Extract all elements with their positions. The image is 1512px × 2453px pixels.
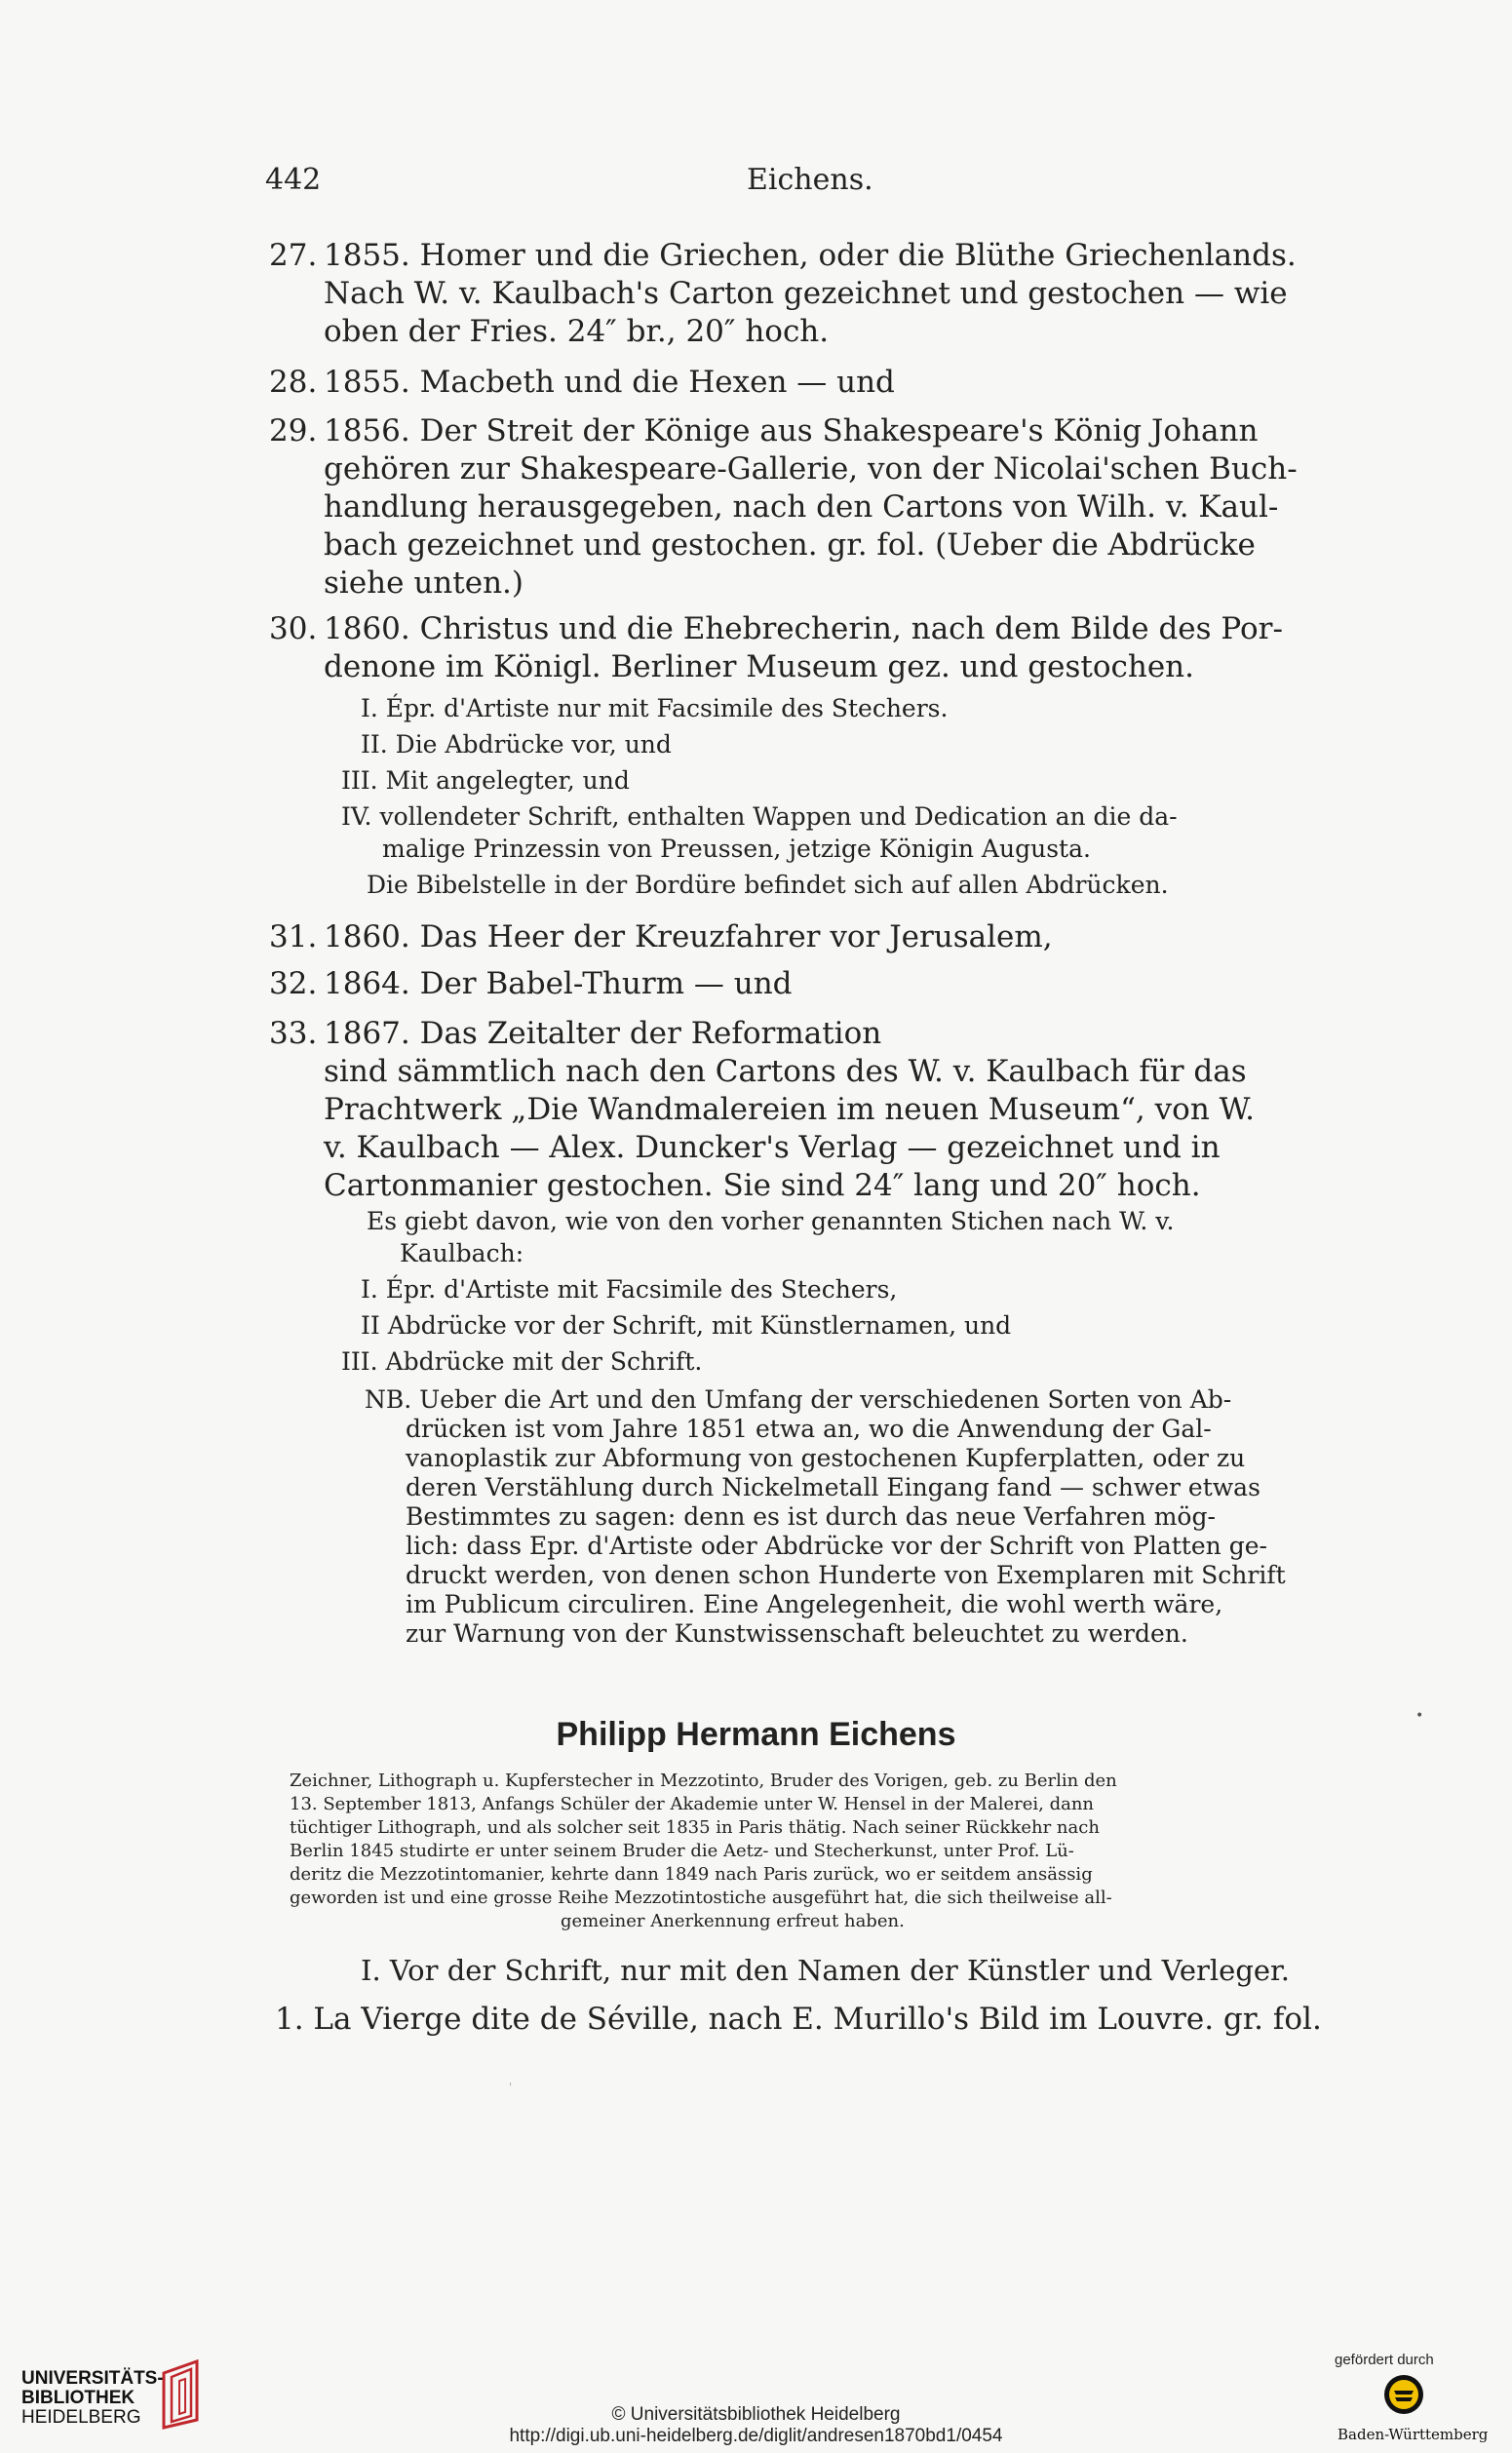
note-line: druckt werden, von denen schon Hunderte von Exemplaren mit Schrift: [406, 1561, 1286, 1589]
state-line: Die Bibelstelle in der Bordüre befindet sich auf allen Abdrücken.: [367, 871, 1169, 899]
entry-number: 30.: [269, 611, 318, 646]
state-line: II Abdrücke vor der Schrift, mit Künstlernamen, und: [361, 1311, 1012, 1340]
bio-line: gemeiner Anerkennung erfreut haben.: [561, 1911, 905, 1931]
note-line: drücken ist vom Jahre 1851 etwa an, wo die Anwendung der Gal-: [406, 1415, 1212, 1443]
note-line: deren Verstählung durch Nickelmetall Eingang fand — schwer etwas: [406, 1473, 1260, 1501]
note-line: im Publicum circuliren. Eine Angelegenheit, die wohl werth wäre,: [406, 1590, 1223, 1618]
entry-number: 31.: [269, 919, 318, 954]
entry-number: 33.: [269, 1016, 318, 1051]
entry-line: 1855. Macbeth und die Hexen — und: [324, 365, 895, 400]
page-number: 442: [265, 163, 322, 197]
entry-number: 28.: [269, 365, 318, 400]
entry-line: oben der Fries. 24″ br., 20″ hoch.: [324, 314, 830, 349]
entry-32: [269, 965, 793, 1003]
bio-line: deritz die Mezzotintomanier, kehrte dann 1849 nach Paris zurück, wo er seitdem ansässig: [290, 1864, 1093, 1885]
bio-line: tüchtiger Lithograph, und als solcher seit 1835 in Paris thätig. Nach seiner Rückkehr nach: [290, 1817, 1100, 1838]
state-line: I. Épr. d'Artiste nur mit Facsimile des Stechers.: [361, 694, 949, 722]
note-line: zur Warnung von der Kunstwissenschaft beleuchtet zu werden.: [406, 1619, 1188, 1648]
state-line: IV. vollendeter Schrift, enthalten Wappen und Dedication an die da-: [341, 802, 1178, 831]
states-33: [341, 1273, 1012, 1378]
entry-line: 1856. Der Streit der Könige aus Shakespeare's König Johann: [324, 413, 1259, 448]
state-line: I. Épr. d'Artiste mit Facsimile des Stechers,: [361, 1275, 898, 1304]
state-line: II. Die Abdrücke vor, und: [361, 730, 672, 759]
section-subheading: I. Vor der Schrift, nur mit den Namen der Künstler und Verleger.: [361, 1954, 1290, 1987]
note-line: NB. Ueber die Art und den Umfang der verschiedenen Sorten von Ab-: [365, 1385, 1232, 1414]
library-name-line: UNIVERSITÄTS-: [21, 2368, 164, 2389]
entry-line: handlung herausgegeben, nach den Cartons von Wilh. v. Kaul-: [324, 489, 1279, 525]
library-name-line: BIBLIOTHEK: [21, 2388, 136, 2408]
entry-27: [269, 237, 1297, 351]
entry-33: [269, 1015, 881, 1053]
stray-mark-icon: ': [509, 2081, 513, 2094]
entry-33-continuation: [324, 1053, 1255, 1205]
states-30: [341, 692, 1178, 901]
entry-line: bach gezeichnet und gestochen. gr. fol. (Ueber die Abdrücke: [324, 527, 1256, 563]
state-line: III. Mit angelegter, und: [341, 766, 630, 795]
funder-name: Baden-Württemberg: [1338, 2426, 1489, 2443]
entry-line: Cartonmanier gestochen. Sie sind 24″ lang und 20″ hoch.: [324, 1168, 1201, 1203]
entry-line: gehören zur Shakespeare-Gallerie, von der Nicolai'schen Buch-: [324, 451, 1298, 487]
entry-30: [269, 610, 1283, 686]
entry-line: 1860. Das Heer der Kreuzfahrer vor Jerusalem,: [324, 919, 1053, 954]
entry-28: [269, 364, 895, 402]
bio-line: 13. September 1813, Anfangs Schüler der Akademie unter W. Hensel in der Malerei, dann: [290, 1794, 1095, 1814]
library-name-line: HEIDELBERG: [21, 2407, 141, 2428]
entry-31: [269, 918, 1053, 956]
entry-number: 32.: [269, 966, 318, 1001]
entry-line: Nach W. v. Kaulbach's Carton gezeichnet und gestochen — wie: [324, 276, 1288, 311]
running-title: Eichens.: [747, 163, 873, 197]
section-title: Philipp Hermann Eichens: [556, 1716, 956, 1753]
note-line: Bestimmtes zu sagen: denn es ist durch das neue Verfahren mög-: [406, 1502, 1216, 1531]
entry-line: sind sämmtlich nach den Cartons des W. v. Kaulbach für das: [324, 1054, 1247, 1089]
intro-line: Kaulbach:: [400, 1239, 524, 1267]
state-line: III. Abdrücke mit der Schrift.: [341, 1347, 703, 1376]
states-33-intro: [367, 1205, 1174, 1269]
intro-line: Es giebt davon, wie von den vorher genannten Stichen nach W. v.: [367, 1207, 1175, 1235]
entry-line: 1860. Christus und die Ehebrecherin, nach dem Bilde des Por-: [324, 611, 1283, 646]
note-line: vanoplastik zur Abformung von gestochenen Kupferplatten, oder zu: [406, 1444, 1246, 1472]
section-bio: [290, 1770, 1117, 1933]
entry-line: 1864. Der Babel-Thurm — und: [324, 966, 793, 1001]
entry-number: 27.: [269, 238, 318, 273]
note-line: lich: dass Epr. d'Artiste oder Abdrücke vor der Schrift von Platten ge-: [406, 1532, 1267, 1560]
funded-by-label: gefördert durch: [1335, 2352, 1434, 2368]
copyright-text: © Universitätsbibliothek Heidelberg: [611, 2404, 901, 2425]
state-line: malige Prinzessin von Preussen, jetzige Königin Augusta.: [382, 835, 1091, 863]
bio-line: Berlin 1845 studirte er unter seinem Bruder die Aetz- und Stecherkunst, unter Prof. Lü-: [290, 1841, 1074, 1861]
permalink-url[interactable]: http://digi.ub.uni-heidelberg.de/diglit/andresen1870bd1/0454: [509, 2426, 1003, 2446]
entry-line: denone im Königl. Berliner Museum gez. und gestochen.: [324, 649, 1194, 684]
entry-29: [269, 412, 1298, 603]
margin-mark-icon: •: [1415, 1708, 1424, 1724]
entry-line: siehe unten.): [324, 565, 523, 601]
entry-line: v. Kaulbach — Alex. Duncker's Verlag — gezeichnet und in: [324, 1130, 1221, 1165]
entry-line: 1855. Homer und die Griechen, oder die Blüthe Griechenlands.: [324, 238, 1297, 273]
entry-number: 29.: [269, 413, 318, 448]
section-item-1: 1. La Vierge dite de Séville, nach E. Murillo's Bild im Louvre. gr. fol.: [275, 2002, 1322, 2037]
entry-line: Prachtwerk „Die Wandmalereien im neuen Museum“, von W.: [324, 1092, 1255, 1127]
state-seal-icon: [1382, 2373, 1425, 2416]
entry-line: 1867. Das Zeitalter der Reformation: [324, 1016, 882, 1051]
nb-note: [365, 1385, 1286, 1649]
bio-line: Zeichner, Lithograph u. Kupferstecher in Mezzotinto, Bruder des Vorigen, geb. zu Berlin den: [290, 1771, 1117, 1791]
bio-line: geworden ist und eine grosse Reihe Mezzotintostiche ausgeführt hat, die sich theilweise all-: [290, 1888, 1112, 1908]
